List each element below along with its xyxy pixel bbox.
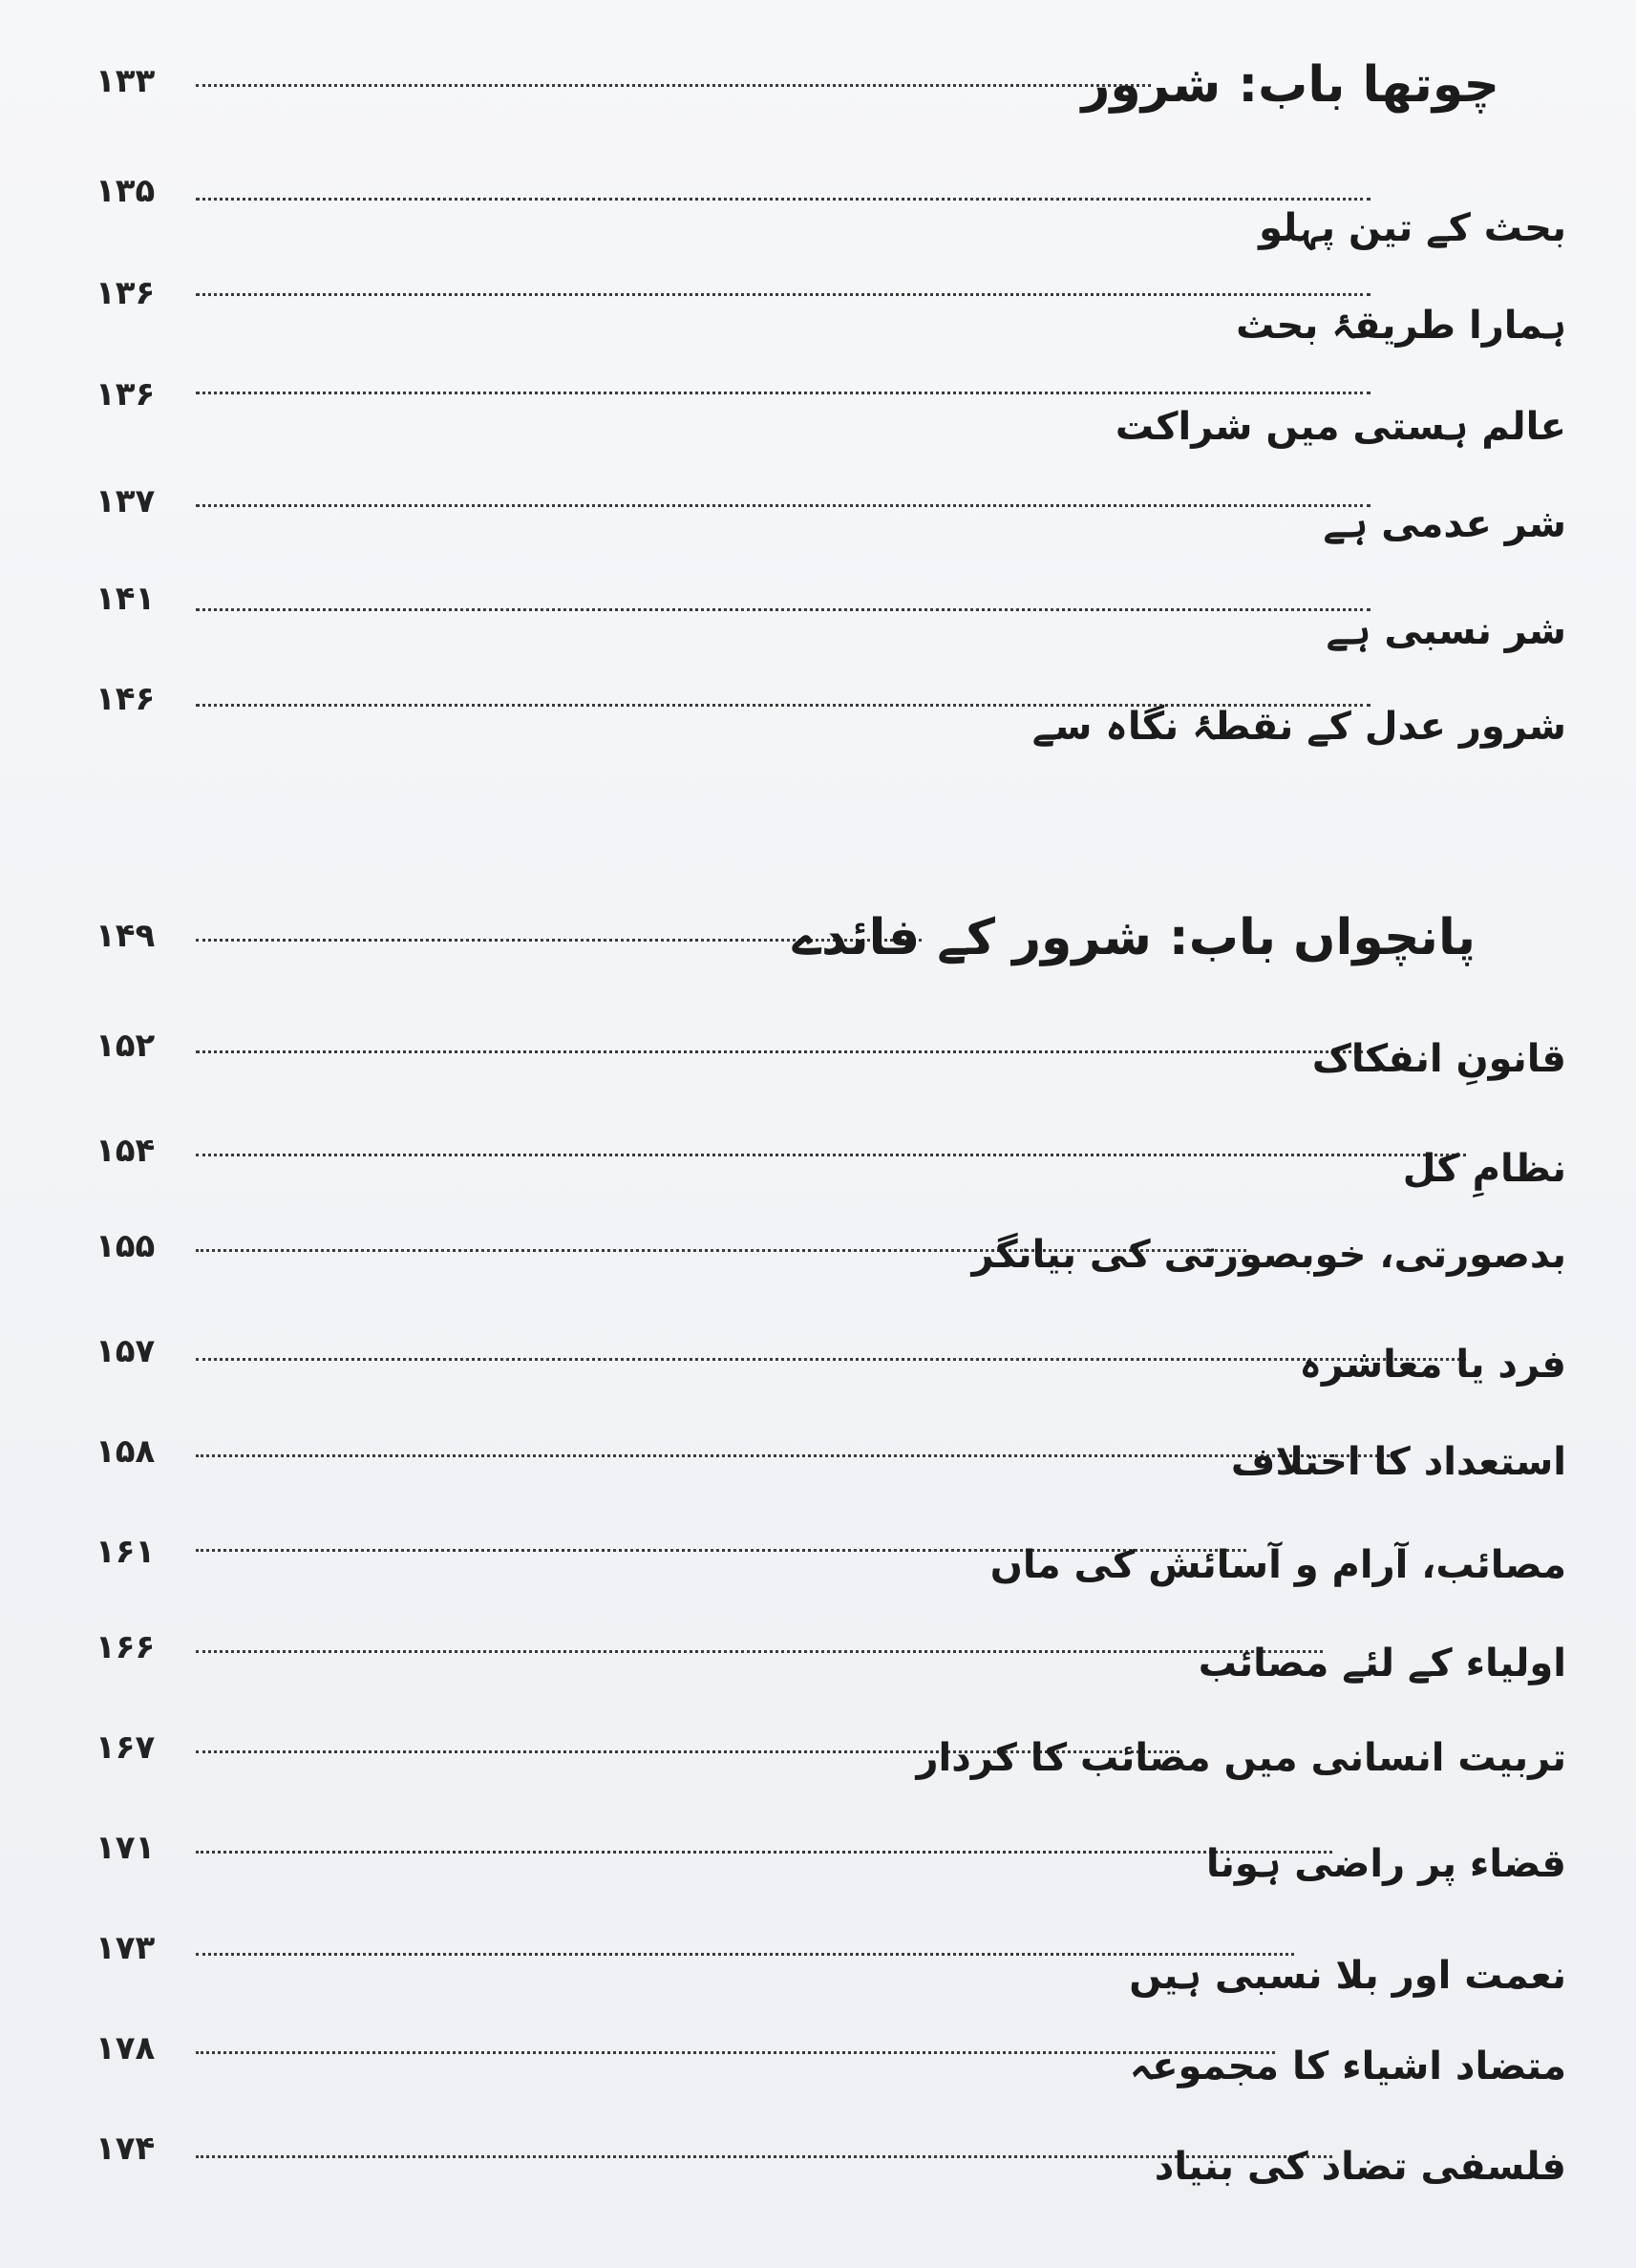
dot-leader <box>196 1154 1466 1156</box>
page-number: ۱۳۶ <box>96 274 156 312</box>
entry-title: شر نسبی ہے <box>1326 609 1566 653</box>
entry-title: تربیت انسانی میں مصائب کا کردار <box>916 1736 1566 1780</box>
toc-entry <box>96 1418 1566 1514</box>
toc-entry <box>96 158 1566 253</box>
toc-entry <box>96 565 1566 661</box>
toc-entry <box>96 260 1566 355</box>
page-number: ۱۶۷ <box>96 1728 156 1767</box>
entry-title: قضاء پر راضی ہونا <box>1205 1842 1566 1886</box>
page-number: ۱۴۱ <box>96 580 156 618</box>
page-number: ۱۵۴ <box>96 1132 156 1170</box>
entry-title: فرد یا معاشرہ <box>1299 1343 1566 1387</box>
dot-leader <box>196 2051 1275 2054</box>
page-number: ۱۷۱ <box>96 1829 156 1867</box>
page-number: ۱۳۶ <box>96 375 156 413</box>
entry-title: فلسفی تضاد کی بنیاد <box>1154 2145 1566 2189</box>
dot-leader <box>196 84 1151 87</box>
dot-leader <box>196 198 1370 201</box>
dot-leader <box>196 392 1370 394</box>
toc-entry <box>96 1117 1566 1213</box>
dot-leader <box>196 608 1370 611</box>
page-number: ۱۵۵ <box>96 1227 156 1265</box>
entry-title: متضاد اشیاء کا مجموعہ <box>1129 2045 1566 2088</box>
dot-leader <box>196 1851 1332 1854</box>
page-number: ۱۷۴ <box>96 2130 156 2168</box>
dot-leader <box>196 504 1370 507</box>
chapter-4-heading <box>96 38 1566 134</box>
page-number: ۱۷۳ <box>96 1929 156 1967</box>
entry-title: بدصورتی، خوبصورتی کی بیانگر <box>971 1233 1566 1277</box>
entry-title: شر عدمی ہے <box>1323 502 1566 546</box>
chapter-title: پانچواں باب: شرور کے فائدے <box>792 909 1476 966</box>
toc-entry <box>96 1614 1566 1709</box>
page-number: ۱۶۱ <box>96 1533 156 1571</box>
dot-leader <box>196 293 1370 296</box>
page-number: ۱۶۶ <box>96 1628 156 1666</box>
toc-entry <box>96 468 1566 563</box>
toc-entry <box>96 1012 1566 1108</box>
page-number: ۱۴۹ <box>96 917 156 955</box>
toc-entry <box>96 1518 1566 1614</box>
chapter-title: چوتھا باب: شرور <box>1081 56 1499 114</box>
entry-title: نظامِ کل <box>1402 1147 1566 1191</box>
toc-entry <box>96 2115 1566 2211</box>
page-number: ۱۳۵ <box>96 172 156 210</box>
entry-title: استعداد کا اختلاف <box>1230 1440 1566 1484</box>
entry-title: قانونِ انفکاک <box>1311 1037 1566 1081</box>
dot-leader <box>196 1050 1370 1053</box>
page-number: ۱۵۸ <box>96 1432 156 1471</box>
entry-title: مصائب، آرام و آسائش کی ماں <box>989 1543 1566 1587</box>
toc-entry <box>96 361 1566 456</box>
entry-title: شرور عدل کے نقطۂ نگاہ سے <box>1031 705 1566 749</box>
dot-leader <box>196 1454 1390 1457</box>
entry-title: نعمت اور بلا نسبی ہیں <box>1129 1954 1566 1998</box>
toc-entry <box>96 1814 1566 1910</box>
entry-title: بحث کے تین پہلو <box>1259 206 1566 250</box>
toc-entry <box>96 1213 1566 1308</box>
entry-title: ہمارا طریقۂ بحث <box>1236 304 1566 348</box>
toc-entry <box>96 1318 1566 1413</box>
toc-entry <box>96 1714 1566 1810</box>
dot-leader <box>196 1650 1323 1653</box>
toc-entry <box>96 666 1566 761</box>
page-number: ۱۳۳ <box>96 62 156 100</box>
toc-entry <box>96 1915 1566 2010</box>
page-number: ۱۴۶ <box>96 680 156 718</box>
page-number: ۱۳۷ <box>96 482 156 520</box>
toc-entry <box>96 2015 1566 2110</box>
chapter-5-heading <box>96 902 1566 998</box>
entry-title: عالم ہستی میں شراکت <box>1115 405 1566 449</box>
page-number: ۱۷۸ <box>96 2029 156 2067</box>
entry-title: اولیاء کے لئے مصائب <box>1198 1642 1566 1685</box>
page-number: ۱۵۲ <box>96 1027 156 1065</box>
dot-leader <box>196 1358 1466 1361</box>
page-number: ۱۵۷ <box>96 1332 156 1370</box>
